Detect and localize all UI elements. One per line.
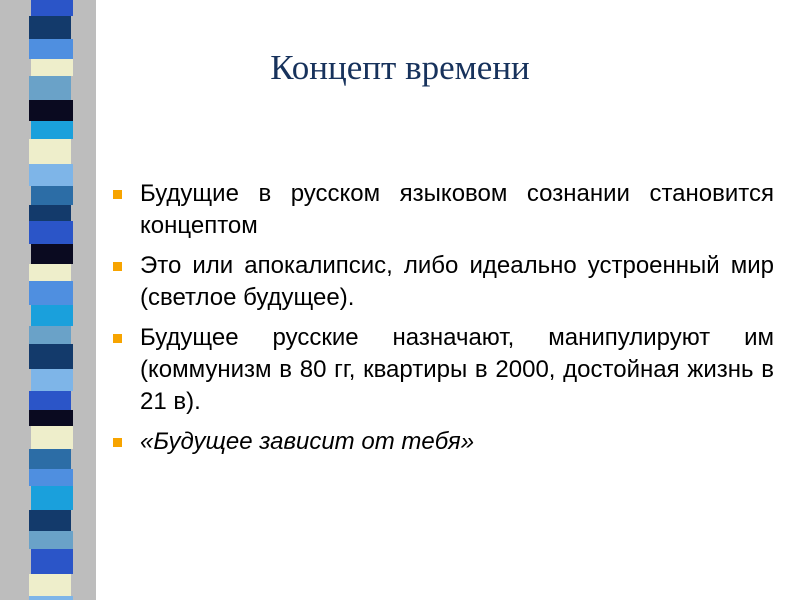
stripe-block — [29, 410, 73, 426]
bullet-square-icon — [113, 334, 122, 343]
stripe-block — [31, 305, 73, 326]
stripe-block — [31, 186, 73, 205]
stripe-block — [29, 205, 71, 221]
stripe-block — [29, 469, 73, 486]
bullet-item — [108, 426, 774, 458]
stripe-block — [29, 164, 73, 186]
stripe-block — [29, 531, 73, 549]
stripe-block — [29, 574, 71, 596]
stripe-block — [29, 16, 71, 39]
stripe-block — [31, 549, 73, 574]
stripe-block — [29, 221, 73, 244]
bullet-text: Это или апокалипсис, либо идеально устроенный мир (светлое будущее). — [140, 252, 774, 311]
stripe-block — [31, 244, 73, 264]
bullet-square-icon — [113, 190, 122, 199]
decorative-stripe-column — [29, 0, 73, 600]
stripe-block — [31, 486, 73, 510]
stripe-block — [29, 510, 71, 531]
stripe-block — [31, 0, 73, 16]
stripe-block — [31, 369, 73, 391]
stripe-block — [29, 281, 73, 305]
bullet-item — [108, 322, 774, 418]
stripe-block — [29, 139, 71, 164]
bullet-item — [108, 178, 774, 242]
bullet-text: «Будущее зависит от тебя» — [140, 428, 475, 455]
stripe-block — [29, 449, 71, 469]
stripe-block — [29, 264, 71, 281]
bullet-square-icon — [113, 262, 122, 271]
bullet-item — [108, 250, 774, 314]
slide-title: Концепт времени — [270, 48, 530, 87]
bullet-list — [108, 178, 774, 466]
stripe-block — [31, 426, 73, 449]
stripe-block — [29, 344, 73, 369]
bullet-square-icon — [113, 438, 122, 447]
stripe-block — [29, 391, 71, 410]
stripe-block — [29, 326, 71, 344]
stripe-block — [31, 121, 73, 139]
stripe-block — [29, 596, 73, 600]
stripe-block — [29, 100, 73, 121]
bullet-text: Будущее русские назначают, манипулируют им (коммунизм в 80 гг, квартиры в 2000, достойная жизнь в 21 в). — [140, 324, 774, 415]
bullet-text: Будущие в русском языковом сознании становится концептом — [140, 180, 774, 239]
